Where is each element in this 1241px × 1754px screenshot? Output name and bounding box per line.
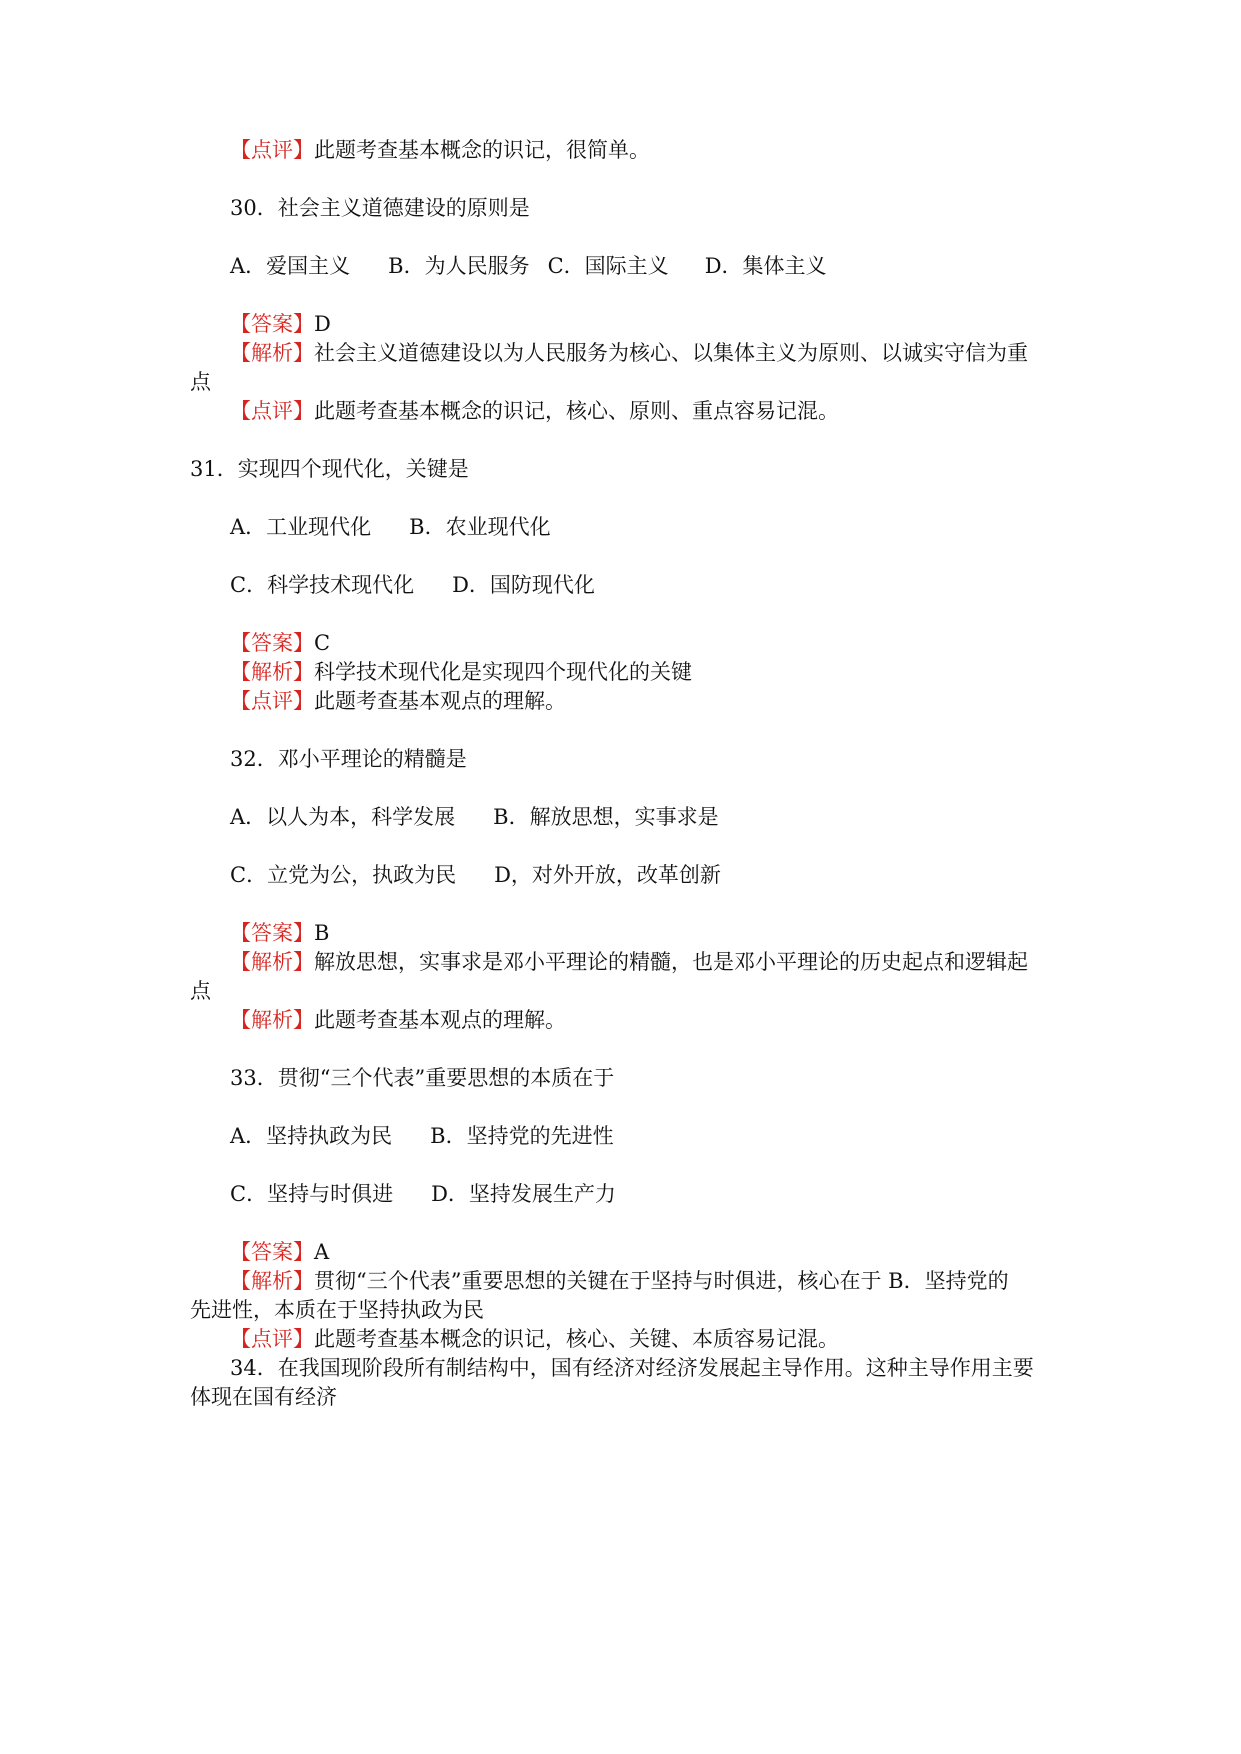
option-b: B．农业现代化	[409, 515, 551, 539]
analysis-text: 贯彻“三个代表”重要思想的关键在于坚持与时俱进，核心在于 B．坚持党的	[314, 1269, 1009, 1293]
question-stem: 邓小平理论的精髓是	[277, 747, 467, 771]
comment-text: 此题考查基本概念的识记，核心、原则、重点容易记混。	[314, 399, 839, 423]
question-31-options-row2	[230, 570, 1060, 600]
question-34-stem-cont	[190, 1382, 1060, 1412]
option-c: C．国际主义	[547, 254, 669, 278]
option-d: D．国防现代化	[452, 573, 595, 597]
comment-text: 此题考查基本观点的理解。	[314, 1008, 566, 1032]
option-a: A．以人为本，科学发展	[230, 805, 456, 829]
question-30-analysis-cont	[190, 367, 1060, 397]
question-31-analysis	[230, 657, 1060, 687]
analysis-tag: 【解析】	[230, 1269, 314, 1293]
question-32-answer	[230, 918, 1060, 948]
question-stem: 实现四个现代化，关键是	[237, 457, 469, 481]
analysis-tag: 【解析】	[230, 950, 314, 974]
option-a: A．工业现代化	[230, 515, 372, 539]
answer-text: D	[314, 312, 331, 336]
question-stem: 贯彻“三个代表”重要思想的本质在于	[277, 1066, 615, 1090]
question-number: 34．	[230, 1356, 278, 1380]
question-stem: 在我国现阶段所有制结构中，国有经济对经济发展起主导作用。这种主导作用主要	[277, 1356, 1034, 1380]
option-b: B．坚持党的先进性	[430, 1124, 614, 1148]
question-32-analysis	[230, 947, 1060, 977]
question-30-stem	[230, 193, 1060, 223]
question-33-analysis-cont	[190, 1295, 1060, 1325]
comment-line	[230, 135, 1060, 165]
question-31-stem	[190, 454, 1060, 484]
answer-text: B	[314, 921, 330, 945]
question-32-analysis-cont	[190, 976, 1060, 1006]
analysis-text-cont: 点	[190, 370, 211, 394]
option-a: A．坚持执政为民	[230, 1124, 393, 1148]
comment-tag: 【点评】	[230, 399, 314, 423]
comment-tag: 【点评】	[230, 689, 314, 713]
option-b: B．解放思想，实事求是	[493, 805, 719, 829]
comment-text: 此题考查基本概念的识记，很简单。	[314, 138, 650, 162]
question-31-answer	[230, 628, 1060, 658]
answer-tag: 【答案】	[230, 921, 314, 945]
analysis-tag: 【解析】	[230, 660, 314, 684]
question-number: 31．	[190, 457, 238, 481]
question-stem: 社会主义道德建设的原则是	[277, 196, 530, 220]
comment-text: 此题考查基本观点的理解。	[314, 689, 566, 713]
option-d: D．坚持发展生产力	[431, 1182, 616, 1206]
analysis-tag: 【解析】	[230, 341, 314, 365]
question-32-options-row1	[230, 802, 1060, 832]
question-34-stem	[230, 1353, 1060, 1383]
comment-tag: 【点评】	[230, 138, 314, 162]
comment-tag: 【解析】	[230, 1008, 314, 1032]
answer-text: C	[314, 631, 331, 655]
comment-tag: 【点评】	[230, 1327, 314, 1351]
question-30-answer	[230, 309, 1060, 339]
option-d: D．集体主义	[704, 254, 827, 278]
option-b: B．为人民服务	[388, 254, 530, 278]
option-c: C．立党为公，执政为民	[230, 863, 457, 887]
analysis-text: 解放思想，实事求是邓小平理论的精髓，也是邓小平理论的历史起点和逻辑起	[314, 950, 1028, 974]
analysis-text: 社会主义道德建设以为人民服务为核心、以集体主义为原则、以诚实守信为重	[314, 341, 1028, 365]
analysis-text-cont: 点	[190, 979, 211, 1003]
answer-tag: 【答案】	[230, 312, 314, 336]
question-33-options-row1	[230, 1121, 1060, 1151]
question-33-options-row2	[230, 1179, 1060, 1209]
question-number: 32．	[230, 747, 278, 771]
question-33-stem	[230, 1063, 1060, 1093]
question-stem-cont: 体现在国有经济	[190, 1385, 337, 1409]
question-30-analysis	[230, 338, 1060, 368]
question-number: 30．	[230, 196, 278, 220]
option-a: A．爱国主义	[230, 254, 351, 278]
question-31-comment	[230, 686, 1060, 716]
question-33-comment	[230, 1324, 1060, 1354]
question-32-stem	[230, 744, 1060, 774]
question-33-analysis	[230, 1266, 1060, 1296]
question-30-comment	[230, 396, 1060, 426]
answer-tag: 【答案】	[230, 631, 314, 655]
question-number: 33．	[230, 1066, 278, 1090]
option-c: C．科学技术现代化	[230, 573, 415, 597]
analysis-text: 科学技术现代化是实现四个现代化的关键	[314, 660, 692, 684]
answer-tag: 【答案】	[230, 1240, 314, 1264]
answer-text: A	[314, 1240, 330, 1264]
comment-text: 此题考查基本概念的识记，核心、关键、本质容易记混。	[314, 1327, 839, 1351]
question-31-options-row1	[230, 512, 1060, 542]
question-33-answer	[230, 1237, 1060, 1267]
question-32-options-row2	[230, 860, 1060, 890]
analysis-text-cont: 先进性，本质在于坚持执政为民	[190, 1298, 484, 1322]
option-d: D，对外开放，改革创新	[494, 863, 721, 887]
question-32-comment	[230, 1005, 1060, 1035]
option-c: C．坚持与时俱进	[230, 1182, 394, 1206]
question-30-options	[230, 251, 1060, 281]
